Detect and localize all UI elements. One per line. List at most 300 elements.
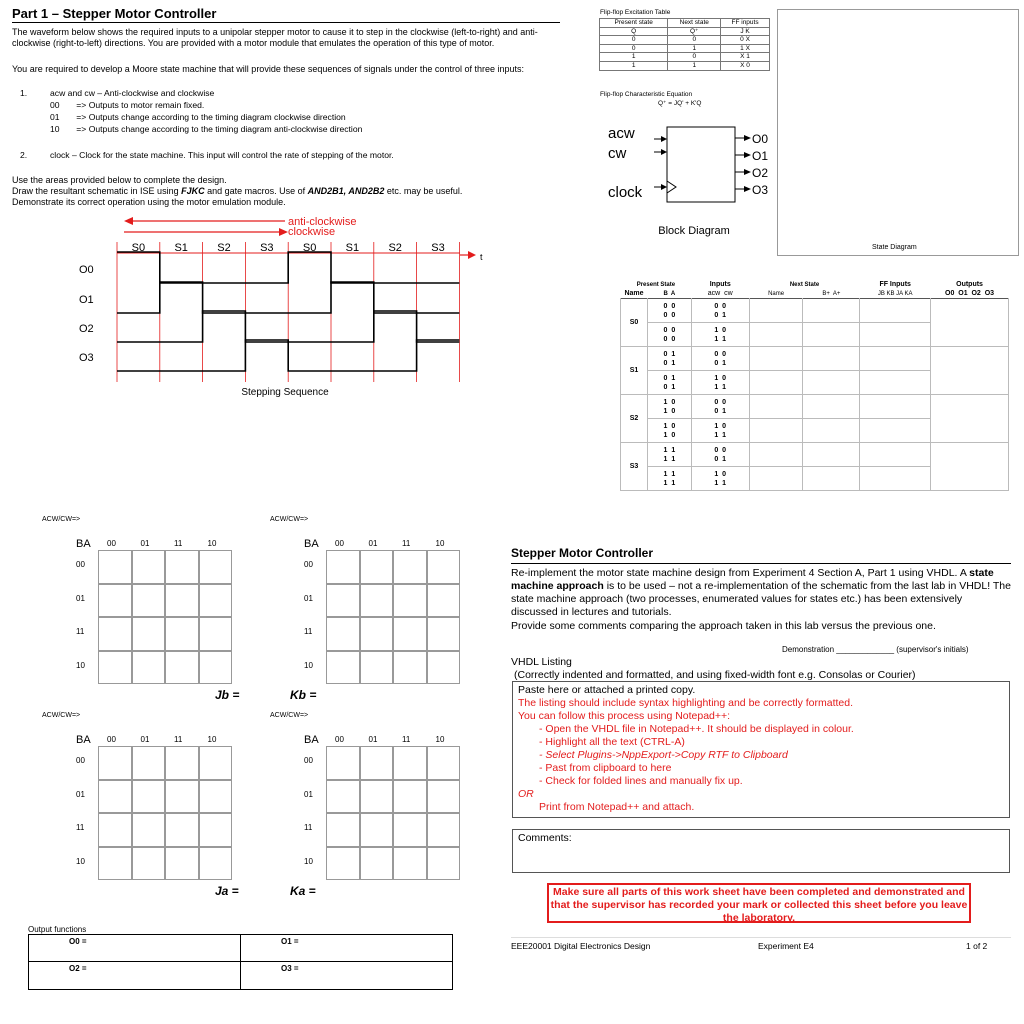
o3-label: O3 =: [281, 964, 299, 973]
kmap-cell[interactable]: [360, 780, 394, 814]
kmap-cell[interactable]: [326, 780, 360, 814]
answer-cell[interactable]: [803, 371, 860, 395]
clock-wire-head: [661, 184, 667, 190]
answer-cell[interactable]: [860, 347, 931, 371]
output-o0: O0: [752, 132, 769, 146]
kmap-cell[interactable]: [98, 617, 132, 651]
kmap-cell[interactable]: [165, 584, 199, 618]
kmap-cell[interactable]: [165, 617, 199, 651]
kmap-cell[interactable]: [165, 746, 199, 780]
kmap-cell[interactable]: [427, 847, 461, 881]
st-h-out: Outputs: [956, 281, 983, 288]
o0-label: O0 =: [69, 937, 87, 946]
kmap-cell[interactable]: [393, 746, 427, 780]
st-h-inputs: Inputs: [709, 281, 731, 288]
kmap-cell[interactable]: [326, 651, 360, 685]
kmap-cell[interactable]: [427, 617, 461, 651]
kmap-cell[interactable]: [165, 813, 199, 847]
kmap-row-label: 00: [304, 560, 313, 569]
kmap-row-label: 10: [76, 660, 85, 670]
state-label: S0: [131, 242, 146, 254]
output-o3: O3: [752, 183, 769, 197]
ba-cell: [647, 419, 691, 443]
acw-arrow-head: [124, 217, 133, 225]
red-line-9: Print from Notepad++ and attach.: [539, 801, 695, 813]
input-value: 1 1: [714, 431, 727, 439]
kmap-cell[interactable]: [132, 847, 166, 881]
kmap-cell[interactable]: [393, 847, 427, 881]
state-diagram-caption: State Diagram: [872, 244, 917, 251]
input-cell: [691, 395, 749, 419]
answer-cell[interactable]: [803, 467, 860, 491]
kmap-equation-label: Ka =: [290, 884, 316, 898]
signal-label-o3: O3: [79, 352, 94, 364]
ex-h1: Present state: [600, 19, 668, 28]
kmap-cell[interactable]: [393, 780, 427, 814]
outputs-cell[interactable]: [931, 347, 1009, 395]
input-value: 1 1: [714, 383, 727, 391]
kmap-cell[interactable]: [326, 617, 360, 651]
ba-value: 1 1: [663, 446, 676, 454]
ex-s2: Q⁺: [668, 27, 721, 36]
state-name: S3: [621, 443, 648, 491]
vhdl-title: Stepper Motor Controller: [511, 546, 654, 560]
footer-right: 1 of 2: [966, 941, 988, 951]
kmap-col-label: 01: [140, 735, 150, 744]
kmap-cell[interactable]: [326, 746, 360, 780]
input-value: 0 0: [714, 446, 727, 454]
o2-label: O2 =: [69, 964, 87, 973]
input-value: 1 0: [714, 374, 727, 382]
kmap-cell[interactable]: [360, 847, 394, 881]
instr2-e: etc. may be useful.: [384, 186, 463, 196]
intro-paragraph-2: You are required to develop a Moore state machine that will provide these sequences of signals under the control of three inputs:: [12, 64, 524, 74]
red-line-4: - Highlight all the text (CTRL-A): [539, 736, 685, 748]
kmap-col-label: 11: [174, 735, 183, 744]
kmap-cell[interactable]: [427, 813, 461, 847]
kmap-cell[interactable]: [98, 651, 132, 685]
kmap-col-label: 00: [335, 735, 344, 744]
paste-instruction: Paste here or attached a printed copy.: [518, 684, 696, 696]
input-value: 0 0: [714, 302, 727, 310]
o3-cell[interactable]: [241, 962, 453, 990]
input-cell: [691, 419, 749, 443]
vhdl-paragraph-2: Provide some comments comparing the approach taken in this lab versus the previous one.: [511, 620, 936, 632]
instr2-fjkc: FJKC: [181, 186, 205, 196]
input-cell: [691, 467, 749, 491]
ba-value: 1 0: [663, 398, 676, 406]
answer-cell[interactable]: [749, 323, 803, 347]
timing-diagram: [60, 212, 500, 404]
acw-label: anti-clockwise: [288, 216, 357, 228]
o1-label: O1 =: [281, 937, 299, 946]
output-o1: O1: [752, 149, 769, 163]
input-value: 1 0: [714, 470, 727, 478]
outputs-cell[interactable]: [931, 395, 1009, 443]
ba-value: 1 0: [663, 422, 676, 430]
ba-cell: [647, 371, 691, 395]
kmap-row-label: 01: [76, 593, 85, 603]
kmap-cell[interactable]: [360, 617, 394, 651]
kmap-cell[interactable]: [360, 746, 394, 780]
kmap-cell[interactable]: [427, 651, 461, 685]
ex-s1: Q: [600, 27, 668, 36]
time-label: t: [480, 252, 483, 262]
st-h-ff: FF Inputs: [879, 281, 911, 288]
kmap-cell[interactable]: [132, 584, 166, 618]
input-value: 0 0: [714, 398, 727, 406]
state-row: [621, 395, 1009, 419]
input-cell: [691, 347, 749, 371]
block-diagram: [600, 118, 770, 243]
vhdl-p1-c: is to be used – not a re-implementation of the schematic from the last lab in VHDL! The state machine approach (two processes, enumerated values for states etc.) has been extensively discussed in lectures and tutorials.: [511, 580, 1011, 618]
footer-left: EEE20001 Digital Electronics Design: [511, 941, 651, 951]
kmap-cell[interactable]: [199, 746, 233, 780]
ex-cell: 0: [668, 53, 721, 62]
kmap-col-label: 10: [435, 539, 445, 548]
kmap-cell[interactable]: [427, 584, 461, 618]
cw-arrow-head: [279, 228, 288, 236]
ba-value: 0 0: [663, 335, 676, 343]
kmap-cell[interactable]: [199, 780, 233, 814]
kmap-col-label: 11: [174, 539, 183, 548]
input-acw: acw: [608, 125, 635, 142]
ba-value: 1 1: [663, 479, 676, 487]
instructions-line-1: Use the areas provided below to complete the design.: [12, 175, 227, 185]
kmap-row-label: 11: [76, 823, 85, 832]
ex-h2: Next state: [668, 19, 721, 28]
state-diagram-box: [777, 9, 1019, 256]
kmap-row-label: 00: [76, 560, 85, 569]
state-row: [621, 347, 1009, 371]
footer-rule: [511, 937, 1011, 938]
ba-value: 0 0: [663, 302, 676, 310]
state-label: S3: [260, 242, 274, 254]
kmap-col-label: 10: [207, 735, 217, 744]
kmap-cell[interactable]: [132, 617, 166, 651]
answer-cell[interactable]: [803, 443, 860, 467]
kmap-cell[interactable]: [132, 780, 166, 814]
kmap-cell[interactable]: [98, 746, 132, 780]
kmap-cell[interactable]: [132, 813, 166, 847]
kmap-row-label: 01: [304, 593, 313, 603]
kmap-cell[interactable]: [326, 847, 360, 881]
kmap-cell[interactable]: [427, 780, 461, 814]
ba-cell: [647, 395, 691, 419]
input-value: 0 0: [714, 350, 727, 358]
ex-h3: FF inputs: [721, 19, 770, 28]
input-clock: clock: [608, 184, 643, 201]
kmap-ba-label: BA: [76, 734, 91, 746]
kmap-cell[interactable]: [199, 617, 233, 651]
st-h2-ba: B A: [663, 290, 676, 297]
kmap-cell[interactable]: [132, 550, 166, 584]
answer-cell[interactable]: [749, 347, 803, 371]
output-wire-head: [744, 152, 751, 158]
kmap-cell[interactable]: [360, 651, 394, 685]
ba-cell: [647, 443, 691, 467]
ba-value: 0 1: [663, 374, 676, 382]
answer-cell[interactable]: [860, 395, 931, 419]
cw-label: clockwise: [288, 226, 336, 238]
answer-cell[interactable]: [860, 467, 931, 491]
outputs-cell[interactable]: [931, 299, 1009, 347]
kmap-row-label: 11: [304, 627, 313, 636]
st-h2-name: Name: [624, 290, 644, 297]
o0-cell[interactable]: [29, 935, 241, 962]
kmap-equation-label: Jb =: [215, 688, 240, 702]
st-h2-inputs: acw cw: [707, 290, 733, 297]
output-wire-head: [744, 135, 751, 141]
kmap-row-label: 11: [304, 823, 313, 832]
answer-cell[interactable]: [860, 371, 931, 395]
answer-cell[interactable]: [803, 395, 860, 419]
kmap-cell[interactable]: [199, 847, 233, 881]
kmap-cell[interactable]: [326, 550, 360, 584]
acw-wire-head: [661, 136, 667, 142]
output-o2: O2: [752, 166, 769, 180]
warning-text: Make sure all parts of this work sheet have been completed and demonstrated and that the supervisor has recorded your mark or collected this sheet before you leave the laboratory.: [550, 886, 968, 924]
kmap-cell[interactable]: [360, 550, 394, 584]
list-item-1-line-1: 00 => Outputs to motor remain fixed.: [50, 100, 205, 110]
kmap-row-label: 01: [76, 789, 85, 799]
kmap-cell[interactable]: [393, 550, 427, 584]
state-row: [621, 299, 1009, 323]
vhdl-p1-a: Re-implement the motor state machine design from Experiment 4 Section A, Part 1 using VHDL.: [511, 567, 958, 579]
kmap-cell[interactable]: [132, 746, 166, 780]
block-box: [667, 127, 735, 202]
ba-value: 0 0: [663, 311, 676, 319]
kmap-row-label: 10: [304, 660, 313, 670]
kmap-col-label: 01: [368, 539, 378, 548]
answer-cell[interactable]: [749, 299, 803, 323]
input-cell: [691, 323, 749, 347]
ba-value: 0 0: [663, 326, 676, 334]
signal-label-o1: O1: [79, 294, 94, 306]
list-item-2-number: 2.: [20, 150, 28, 160]
kmap-header: ACW/CW=>: [42, 712, 81, 719]
state-label: S1: [174, 242, 188, 254]
red-line-5: - Select Plugins->NppExport->Copy RTF to Clipboard: [539, 749, 788, 761]
kmap-cell[interactable]: [199, 651, 233, 685]
answer-cell[interactable]: [749, 443, 803, 467]
ba-cell: [647, 299, 691, 323]
kmap-cell[interactable]: [165, 847, 199, 881]
state-label: S3: [431, 242, 445, 254]
kmap-col-label: 00: [107, 735, 116, 744]
output-functions-title: Output functions: [28, 925, 87, 934]
list-item-1-number: 1.: [20, 88, 28, 98]
kmap-cell[interactable]: [393, 617, 427, 651]
kmap-cell[interactable]: [393, 651, 427, 685]
vhdl-paragraph-1: [511, 567, 1011, 619]
instructions-line-2: [12, 186, 462, 197]
kmap-ba-label: BA: [76, 538, 91, 550]
ex-cell: 1: [600, 53, 668, 62]
answer-cell[interactable]: [749, 395, 803, 419]
signal-label-o0: O0: [79, 264, 94, 276]
block-caption: Block Diagram: [658, 225, 730, 237]
waveform-o0: [117, 252, 459, 283]
ba-value: 1 0: [663, 431, 676, 439]
kmap-cell[interactable]: [132, 651, 166, 685]
ex-cell: X 1: [721, 53, 770, 62]
state-name: S2: [621, 395, 648, 443]
ex-cell: 0: [600, 36, 668, 45]
kmap-ba-label: BA: [304, 538, 319, 550]
kmap-equation-label: Kb =: [290, 688, 317, 702]
ex-cell: 0: [600, 44, 668, 53]
kmap-cell[interactable]: [393, 584, 427, 618]
signal-labels: [79, 264, 94, 364]
kmap-col-label: 00: [107, 539, 116, 548]
ba-value: 0 1: [663, 350, 676, 358]
vhdl-listing-box[interactable]: [512, 681, 1010, 818]
ba-cell: [647, 347, 691, 371]
vhdl-p1-b: A: [959, 567, 970, 579]
output-wire-head: [744, 169, 751, 175]
outputs-cell[interactable]: [931, 443, 1009, 491]
kmap-col-label: 11: [402, 539, 411, 548]
ex-cell: 1 X: [721, 44, 770, 53]
kmap-cell[interactable]: [360, 584, 394, 618]
ba-value: 0 1: [663, 383, 676, 391]
ex-s3: J K: [721, 27, 770, 36]
kmap-cell[interactable]: [98, 780, 132, 814]
vhdl-listing-label: VHDL Listing: [511, 656, 572, 668]
output-functions-table: [28, 934, 453, 990]
ex-cell: 0: [668, 36, 721, 45]
kmap-col-label: 11: [402, 735, 411, 744]
input-value: 1 0: [714, 422, 727, 430]
vhdl-p1-bold: state machine approach: [511, 567, 994, 592]
red-line-6: - Past from clipboard to here: [539, 762, 672, 774]
st-h-next: Next State: [789, 281, 820, 288]
kmap-cell[interactable]: [165, 651, 199, 685]
st-h2-ff: JB KB JA KA: [877, 290, 913, 297]
input-cell: [691, 299, 749, 323]
answer-cell[interactable]: [803, 419, 860, 443]
signal-label-o2: O2: [79, 323, 94, 335]
instr2-a: Draw the resultant schematic in ISE using: [12, 186, 182, 196]
output-wire-head: [744, 186, 751, 192]
excitation-title: Flip-flop Excitation Table: [600, 9, 671, 16]
answer-cell[interactable]: [749, 371, 803, 395]
red-line-2: You can follow this process using Notepad++:: [518, 710, 731, 722]
input-cw: cw: [608, 145, 627, 162]
part1-title: Part 1 – Stepper Motor Controller: [12, 6, 217, 21]
kmap-cell[interactable]: [393, 813, 427, 847]
comments-label: Comments:: [518, 832, 572, 844]
o1-cell[interactable]: [241, 935, 453, 962]
vhdl-listing-note: (Correctly indented and formatted, and using fixed-width font e.g. Consolas or Courier): [514, 669, 916, 681]
st-h2-nname: Name: [768, 290, 785, 297]
demonstration-line: Demonstration _____________ (supervisor's initials): [782, 645, 969, 654]
warning-box: [547, 883, 971, 923]
char-eq: Q⁺ = JQ' + K'Q: [658, 100, 702, 107]
kmap-cell[interactable]: [326, 584, 360, 618]
kmap-header: ACW/CW=>: [42, 516, 81, 523]
intro-paragraph-1: The waveform below shows the required inputs to a unipolar stepper motor to cause it to step in the clockwise (left-to-right) and anti-clockwise (right-to-left) directions. You are provided with a motor module that emulates the operation of this type of motor.: [12, 27, 538, 48]
kmap-header: ACW/CW=>: [270, 712, 309, 719]
state-label: S0: [302, 242, 317, 254]
kmap-cell[interactable]: [199, 584, 233, 618]
state-table-body: [621, 299, 1009, 491]
ba-value: 1 0: [663, 407, 676, 415]
time-axis-head: [468, 251, 476, 259]
state-name: S0: [621, 299, 648, 347]
st-h-present: Present State: [636, 281, 676, 288]
output-arrows: [735, 132, 768, 197]
list-item-1-line-3: 10 => Outputs change according to the timing diagram anti-clockwise direction: [50, 124, 363, 134]
ex-cell: 0 X: [721, 36, 770, 45]
answer-cell[interactable]: [860, 299, 931, 323]
comments-box[interactable]: [512, 829, 1010, 873]
kmap-cell[interactable]: [326, 813, 360, 847]
answer-cell[interactable]: [860, 323, 931, 347]
kmap-cell[interactable]: [427, 746, 461, 780]
kmap-col-label: 10: [435, 735, 445, 744]
kmap-cell[interactable]: [199, 813, 233, 847]
state-label: S2: [388, 242, 402, 254]
red-line-or: OR: [518, 788, 534, 800]
answer-cell[interactable]: [803, 323, 860, 347]
kmap-cell[interactable]: [360, 813, 394, 847]
answer-cell[interactable]: [860, 443, 931, 467]
kmap-cell[interactable]: [98, 813, 132, 847]
kmap-cell[interactable]: [98, 550, 132, 584]
ex-cell: 1: [668, 61, 721, 70]
answer-cell[interactable]: [860, 419, 931, 443]
ex-cell: X 0: [721, 61, 770, 70]
list-item-1-line-2: 01 => Outputs change according to the timing diagram clockwise direction: [50, 112, 346, 122]
o2-cell[interactable]: [29, 962, 241, 990]
timing-caption: Stepping Sequence: [241, 387, 329, 398]
footer-center: Experiment E4: [758, 941, 814, 951]
kmap-cell[interactable]: [165, 550, 199, 584]
input-cell: [691, 443, 749, 467]
kmap-col-label: 00: [335, 539, 344, 548]
excitation-table: [599, 18, 770, 71]
red-line-7: - Check for folded lines and manually fix up.: [539, 775, 743, 787]
instr2-and: AND2B1, AND2B2: [307, 186, 385, 196]
state-row: [621, 443, 1009, 467]
kmap-col-label: 01: [140, 539, 150, 548]
kmap-col-label: 10: [207, 539, 217, 548]
ba-value: 1 1: [663, 455, 676, 463]
input-value: 1 1: [714, 335, 727, 343]
kmap-cell[interactable]: [165, 780, 199, 814]
ba-value: 1 1: [663, 470, 676, 478]
red-line-3: - Open the VHDL file in Notepad++. It should be displayed in colour.: [539, 723, 854, 735]
kmap-cell[interactable]: [98, 584, 132, 618]
input-value: 0 1: [714, 407, 727, 415]
answer-cell[interactable]: [803, 347, 860, 371]
kmap-row-label: 00: [304, 756, 313, 765]
answer-cell[interactable]: [749, 467, 803, 491]
answer-cell[interactable]: [749, 419, 803, 443]
kmap-cell[interactable]: [98, 847, 132, 881]
st-h2-bnext: B+ A+: [822, 290, 841, 297]
input-value: 1 1: [714, 479, 727, 487]
input-cell: [691, 371, 749, 395]
waveform-o3: [117, 340, 459, 371]
kmap-header: ACW/CW=>: [270, 516, 309, 523]
kmap-cell[interactable]: [427, 550, 461, 584]
answer-cell[interactable]: [803, 299, 860, 323]
st-h2-out: O0 O1 O2 O3: [945, 290, 995, 297]
kmap-cell[interactable]: [199, 550, 233, 584]
